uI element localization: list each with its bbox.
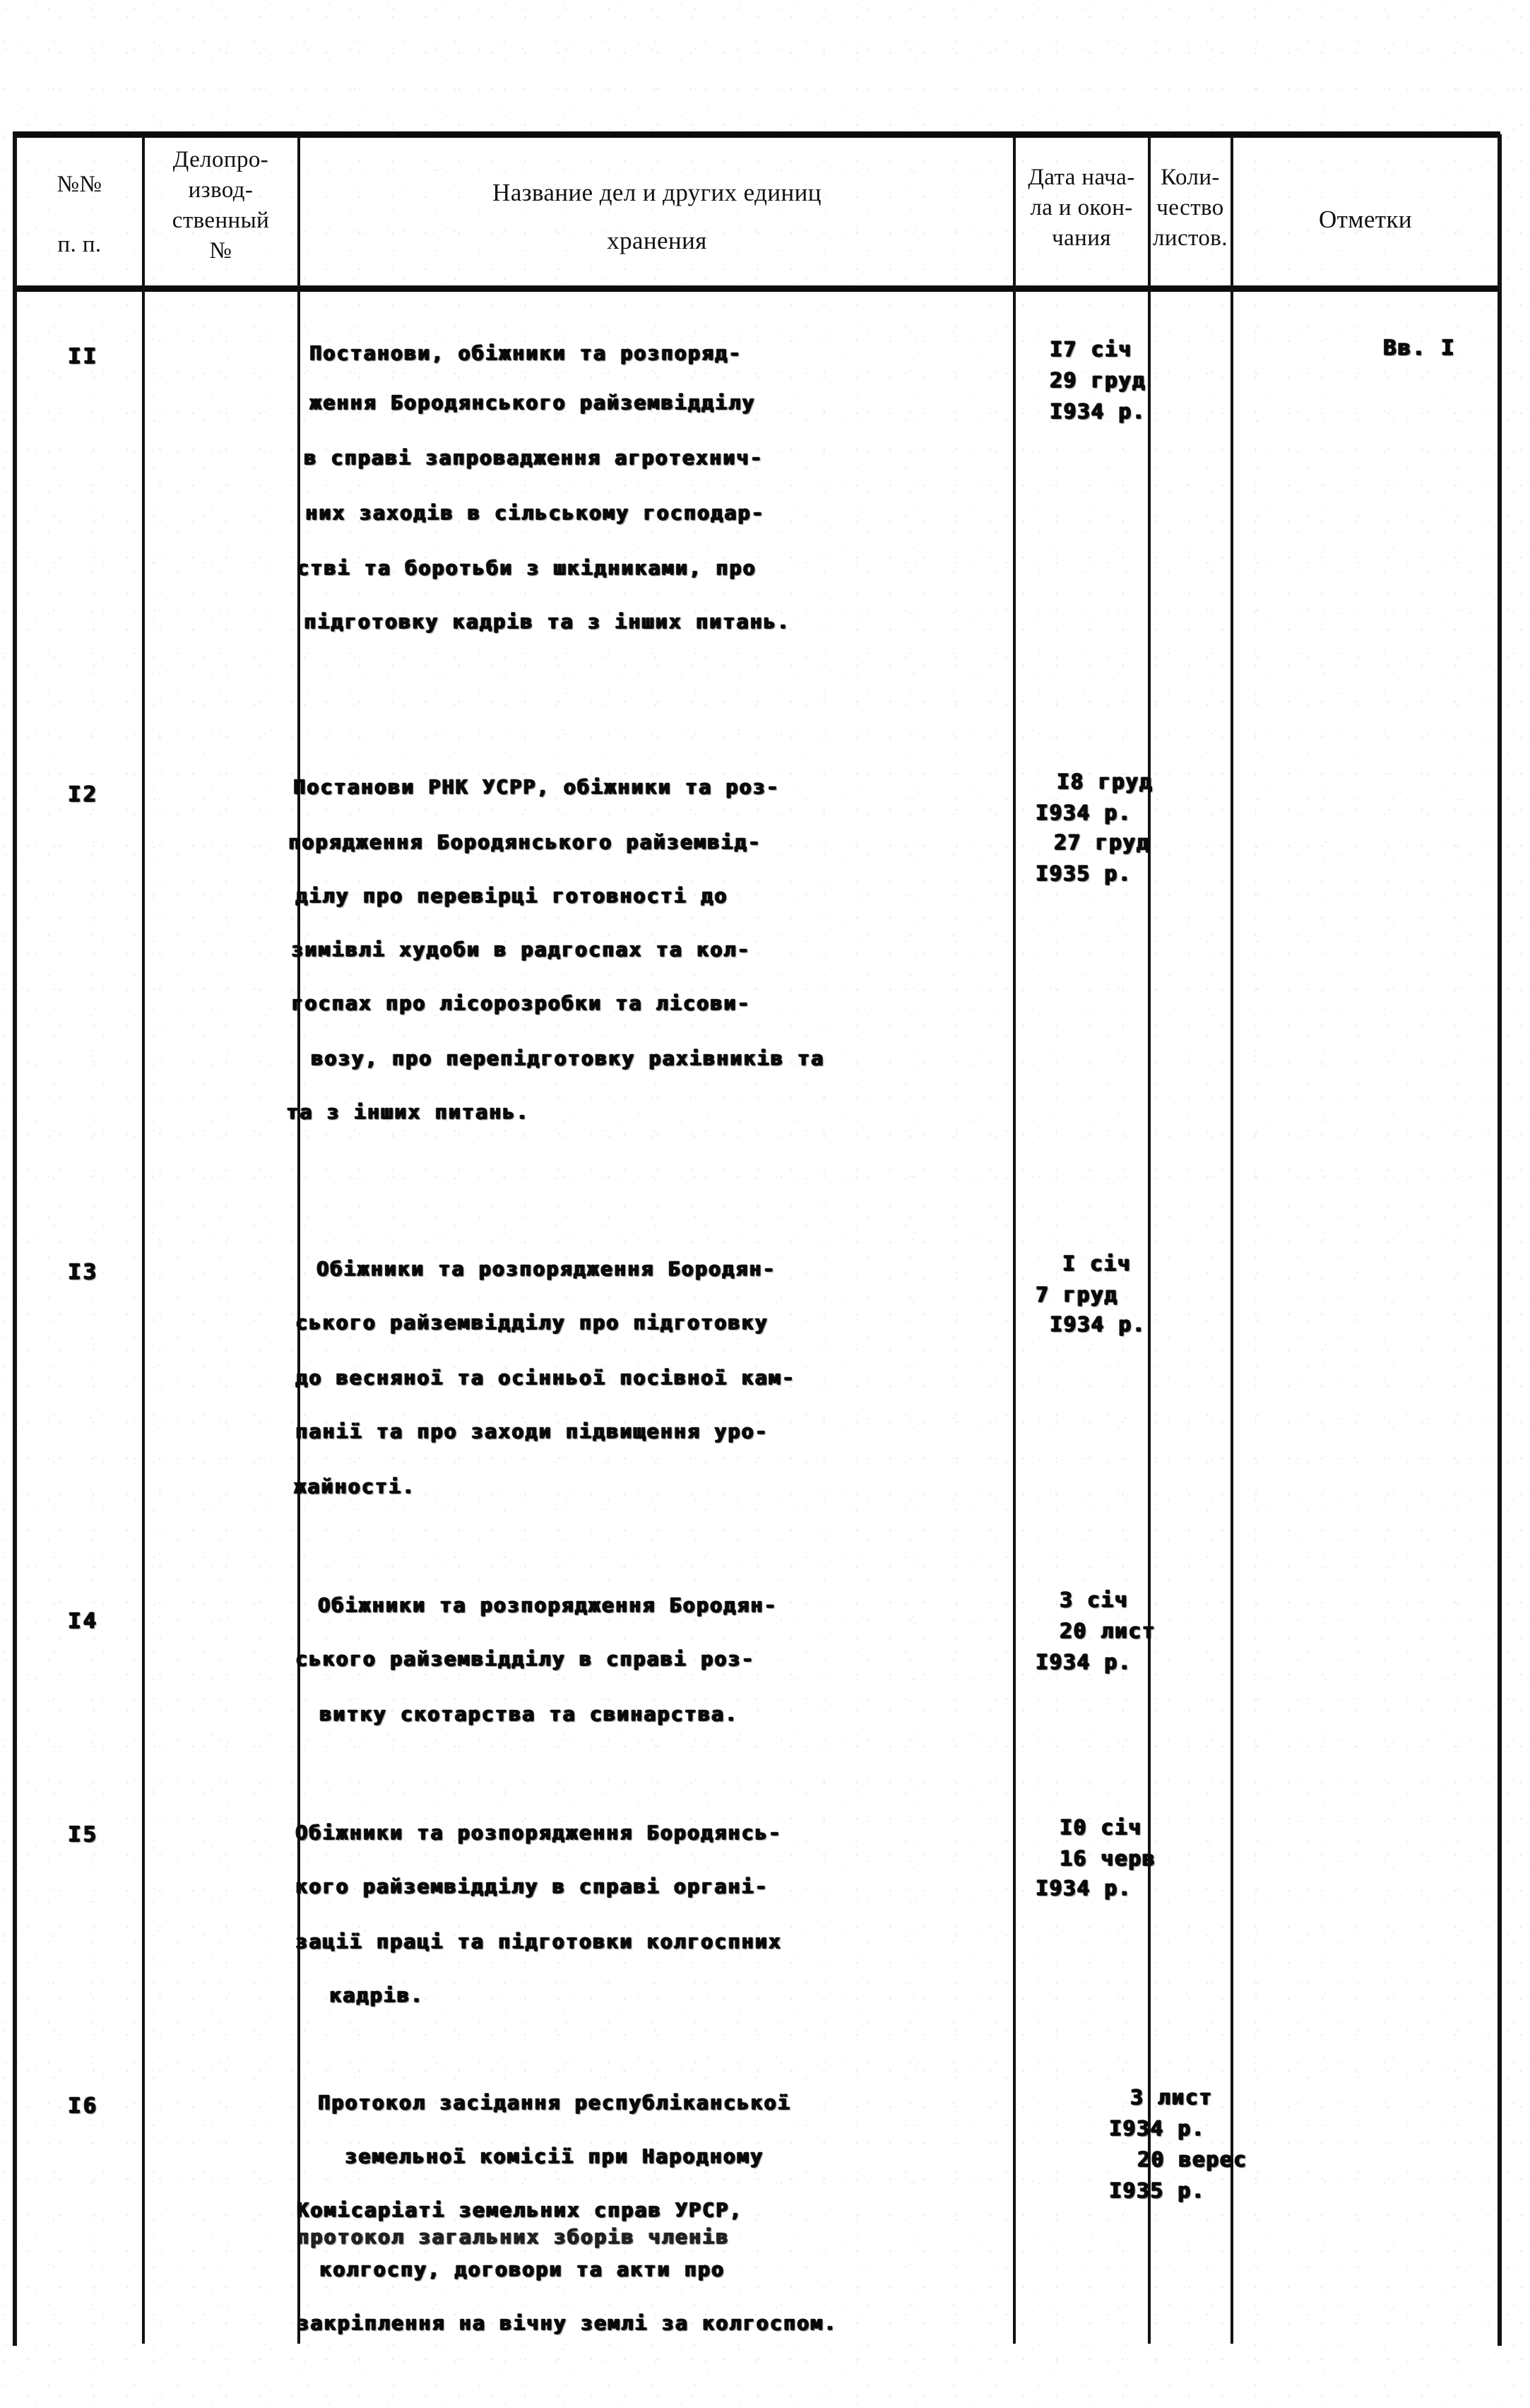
row-title-line: стві та боротьби з шкідниками, про <box>297 556 757 579</box>
row-title-line: Комісаріаті земельних справ УРСР, <box>297 2198 743 2221</box>
row-title-line: підготовку кадрів та з інших питань. <box>304 610 790 633</box>
row-seq-number: I3 <box>68 1260 98 1285</box>
header-seq-line-1: №№ <box>57 172 102 197</box>
header-title-line-2: хранения <box>607 226 707 254</box>
row-date-line: I935 р. <box>1036 861 1132 885</box>
row-seq-number: I4 <box>68 1609 98 1634</box>
row-title-line: Протокол засідання республіканської <box>318 2091 791 2114</box>
row-title-line: зимівлі худоби в радгоспах та кол- <box>291 938 751 961</box>
header-office-line-1: Делопро- <box>172 147 269 172</box>
row-date-line: 3 січ <box>1060 1588 1129 1612</box>
column-divider-office <box>297 136 300 2344</box>
row-title-line: ського райземвідділу в справі роз- <box>295 1647 755 1670</box>
header-cell-title <box>304 177 1010 256</box>
column-divider-seq <box>142 136 145 2344</box>
header-cell-notes <box>1235 203 1496 236</box>
row-seq-number: I5 <box>68 1822 98 1847</box>
row-title-line: жайності. <box>294 1475 416 1498</box>
row-seq-number: I6 <box>68 2094 98 2118</box>
row-title-line: порядження Бородянського райземвід- <box>288 830 761 854</box>
header-office-line-3: ственный <box>172 207 270 233</box>
row-date-line: I січ <box>1062 1251 1132 1275</box>
header-sheets-line-2: чество <box>1156 194 1224 220</box>
row-date-line: 29 груд <box>1050 368 1146 392</box>
row-title-line: земельної комісії при Народному <box>345 2144 764 2168</box>
header-cell-seq <box>21 170 138 260</box>
column-divider-dates <box>1148 136 1151 2344</box>
row-notes-value: Вв. I <box>1383 336 1456 360</box>
header-dates-line-2: ла и окон- <box>1030 194 1133 220</box>
row-title-line: витку скотарства та свинарства. <box>319 1702 739 1725</box>
header-dates-line-1: Дата нача- <box>1028 165 1135 190</box>
row-title-line: до весняної та осінньої посівної кам- <box>295 1366 795 1389</box>
row-date-line: 20 верес <box>1137 2147 1247 2171</box>
row-date-line: I934 р. <box>1036 1876 1132 1900</box>
row-title-line: них заходів в сільському господар- <box>305 501 765 524</box>
row-date-line: 20 лист <box>1060 1619 1156 1643</box>
row-date-line: 27 груд <box>1054 830 1151 854</box>
row-title-line: зації праці та підготовки колгоспних <box>295 1930 782 1953</box>
header-bottom-rule <box>13 285 1500 292</box>
row-title-line: возу, про перепідготовку рахівників та <box>311 1046 825 1070</box>
row-date-line: 16 черв <box>1060 1846 1156 1870</box>
row-date-line: I934 р. <box>1050 1312 1146 1336</box>
row-title-line: та з інших питань. <box>286 1100 530 1123</box>
row-title-line: протокол загальних зборів членів <box>297 2225 730 2248</box>
table-left-border <box>13 134 17 2346</box>
row-date-line: I0 січ <box>1060 1815 1142 1839</box>
row-title-line: закріплення на вічну землі за колгоспом. <box>297 2311 838 2335</box>
row-title-line: Обіжники та розпорядження Бородян- <box>318 1593 778 1617</box>
row-date-line: I934 р. <box>1036 1650 1132 1674</box>
row-date-line: 3 лист <box>1130 2085 1213 2109</box>
header-cell-office <box>148 145 293 266</box>
row-date-line: I934 р. <box>1036 801 1132 825</box>
row-title-line: кого райземвідділу в справі органі- <box>295 1875 769 1898</box>
header-office-line-2: извод- <box>188 177 254 203</box>
row-title-line: госпах про лісорозробки та лісови- <box>291 991 751 1015</box>
header-dates-line-3: чания <box>1052 225 1111 251</box>
row-title-line: ження Бородянського райземвідділу <box>309 391 756 414</box>
row-date-line: I7 січ <box>1050 337 1132 361</box>
row-title-line: Постанови, обіжники та розпоряд- <box>309 341 742 365</box>
header-title-line-1: Название дел и других единиц <box>492 179 822 206</box>
header-office-line-4: № <box>209 237 232 264</box>
header-cell-dates <box>1017 163 1146 254</box>
row-date-line: I934 р. <box>1109 2116 1206 2140</box>
row-title-line: колгоспу, договори та акти про <box>319 2258 725 2281</box>
row-seq-number: II <box>68 344 98 369</box>
column-divider-title <box>1013 136 1016 2344</box>
row-title-line: в справі запровадження агротехнич- <box>304 446 764 469</box>
row-title-line: Обіжники та розпорядження Бородянсь- <box>295 1821 782 1844</box>
row-seq-number: I2 <box>68 782 98 807</box>
row-title-line: панії та про заходи підвищення уро- <box>295 1420 769 1443</box>
row-title-line: Обіжники та розпорядження Бородян- <box>316 1257 776 1280</box>
header-sheets-line-3: листов. <box>1153 225 1228 251</box>
column-divider-sheets <box>1230 136 1233 2344</box>
row-title-line: Постанови РНК УСРР, обіжники та роз- <box>293 775 780 798</box>
row-title-line: ського райземвідділу про підготовку <box>295 1311 769 1334</box>
row-date-line: I935 р. <box>1109 2178 1206 2202</box>
header-notes-line-1: Отметки <box>1318 206 1413 233</box>
header-sheets-line-1: Коли- <box>1161 165 1220 190</box>
header-cell-sheets <box>1151 163 1229 254</box>
table-right-border <box>1498 134 1502 2346</box>
row-title-line: ділу про перевірці готовності до <box>295 884 728 907</box>
header-seq-line-2: п. п. <box>57 231 102 257</box>
row-date-line: I8 груд <box>1057 769 1154 793</box>
table-top-rule <box>13 131 1500 138</box>
row-date-line: I934 р. <box>1050 399 1146 423</box>
row-date-line: 7 груд <box>1036 1282 1118 1306</box>
row-title-line: кадрів. <box>329 1983 424 2007</box>
